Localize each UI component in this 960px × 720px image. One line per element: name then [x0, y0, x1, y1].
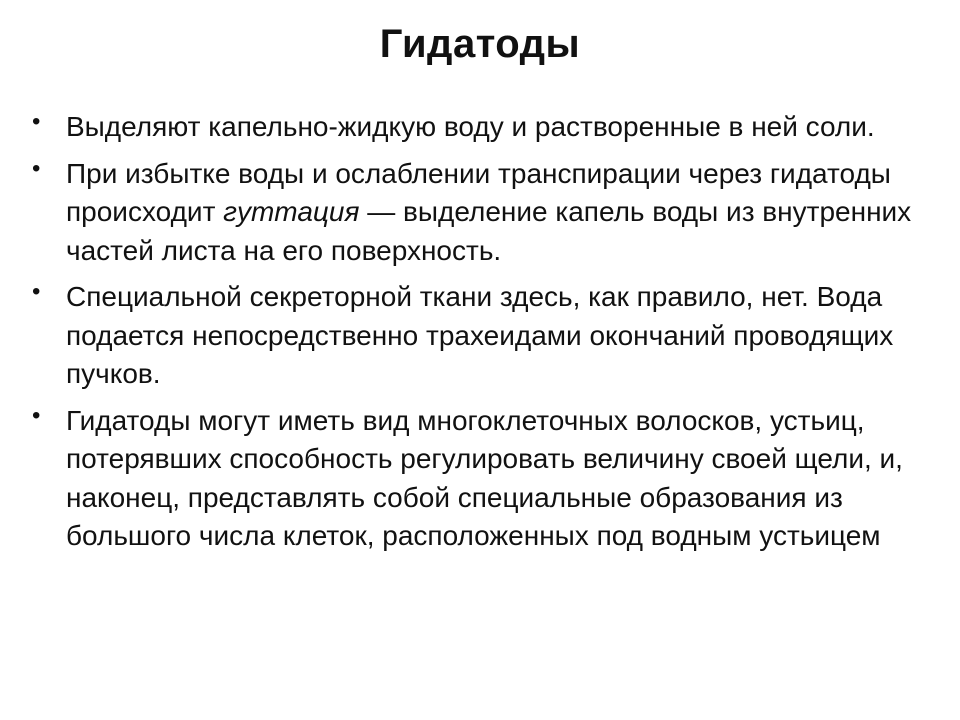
bullet-text	[66, 158, 911, 266]
bullet-item	[30, 155, 920, 271]
bullet-dot-icon: •	[32, 154, 41, 182]
bullet-list	[30, 108, 920, 564]
bullet-text-part: При избытке воды и ослаблении транспирации через гидатоды происходит	[66, 157, 891, 227]
slide-title: Гидатоды	[379, 22, 581, 66]
bullet-item	[30, 108, 920, 147]
bullet-dot-icon: •	[32, 108, 41, 135]
bullet-text: Специальной секреторной ткани здесь, как правило, нет. Вода подается непосредственно трахеидами окончаний проводящих пучков.	[66, 281, 894, 389]
bullet-text: Гидатоды могут иметь вид многоклеточных волосков, устьиц, потерявших способность регулировать величину своей щели, и, наконец, представлять собой специальные образования из большого числа клеток, расположенных под водным устьицем	[66, 404, 903, 551]
bullet-dot-icon: •	[32, 278, 41, 305]
bullet-dot-icon: •	[32, 401, 41, 429]
bullet-text: Выделяют капельно-жидкую воду и растворенные в ней соли.	[66, 111, 875, 142]
term-guttation: гуттация	[223, 196, 360, 227]
bullet-text-part: — выделение капель воды из внутренних частей листа на его поверхность.	[66, 196, 912, 266]
bullet-item	[30, 278, 920, 394]
bullet-item	[30, 402, 920, 556]
